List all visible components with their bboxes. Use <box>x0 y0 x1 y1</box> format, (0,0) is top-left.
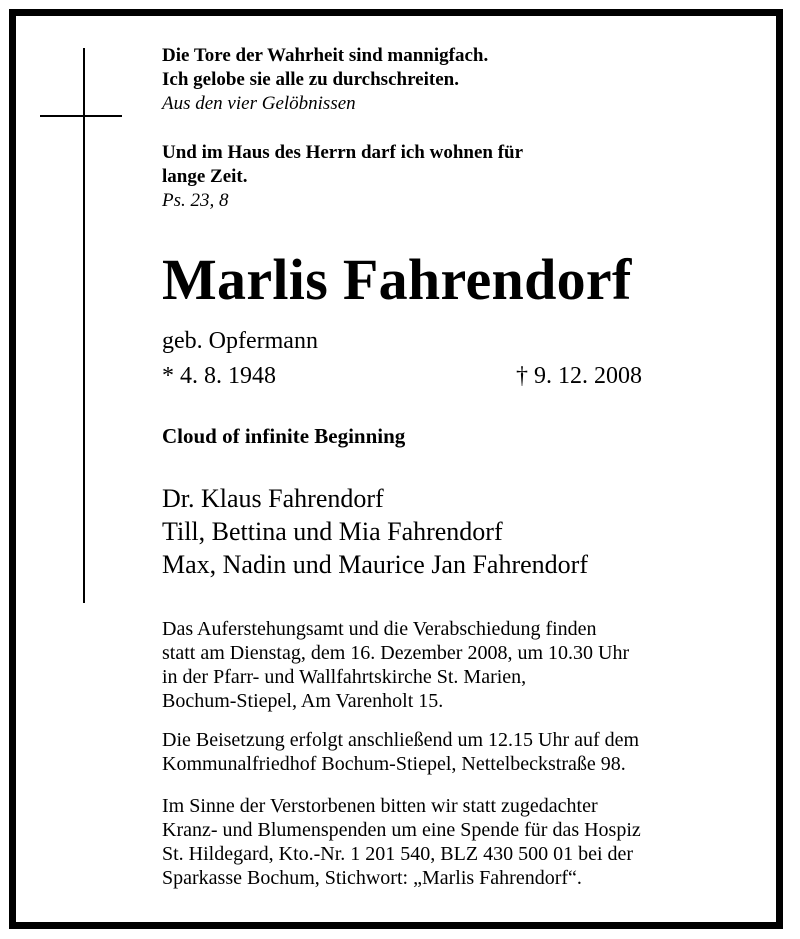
paragraph-line: in der Pfarr- und Wallfahrtskirche St. Marien, <box>162 666 527 688</box>
maiden-name: geb. Opfermann <box>162 328 318 354</box>
mourners-list <box>162 482 588 581</box>
quote-vows-line-1: Die Tore der Wahrheit sind mannigfach. <box>162 45 489 66</box>
paragraph-line: Im Sinne der Verstorbenen bitten wir statt zugedachter <box>162 795 598 817</box>
paragraph-line: Das Auferstehungsamt und die Verabschiedung finden <box>162 618 597 640</box>
cross-vertical-bar <box>83 48 85 603</box>
death-date: † 9. 12. 2008 <box>516 363 642 389</box>
paragraph-line: Kommunalfriedhof Bochum-Stiepel, Nettelbeckstraße 98. <box>162 753 626 775</box>
quote-psalm-source: Ps. 23, 8 <box>162 190 229 211</box>
paragraph-line: Sparkasse Bochum, Stichwort: „Marlis Fahrendorf“. <box>162 867 582 889</box>
burial-info-paragraph <box>162 728 639 776</box>
quote-vows-source: Aus den vier Gelöbnissen <box>162 93 356 114</box>
cross-horizontal-bar <box>40 115 122 117</box>
paragraph-line: Kranz- und Blumenspenden um eine Spende für das Hospiz <box>162 819 641 841</box>
paragraph-line: St. Hildegard, Kto.-Nr. 1 201 540, BLZ 430 500 01 bei der <box>162 843 634 865</box>
quote-vows-line-2: Ich gelobe sie alle zu durchschreiten. <box>162 69 459 90</box>
quote-psalm <box>162 141 523 213</box>
paragraph-line: statt am Dienstag, dem 16. Dezember 2008, um 10.30 Uhr <box>162 642 630 664</box>
life-dates <box>162 361 682 391</box>
mourner-line: Till, Bettina und Mia Fahrendorf <box>162 517 503 546</box>
paragraph-line: Bochum-Stiepel, Am Varenholt 15. <box>162 690 444 712</box>
paragraph-line: Die Beisetzung erfolgt anschließend um 12.15 Uhr auf dem <box>162 729 640 751</box>
motto: Cloud of infinite Beginning <box>162 424 406 448</box>
service-info-paragraph <box>162 617 629 713</box>
donation-info-paragraph <box>162 794 641 890</box>
birth-date: * 4. 8. 1948 <box>162 363 276 389</box>
quote-psalm-line-2: lange Zeit. <box>162 166 248 187</box>
quote-vows <box>162 44 488 116</box>
deceased-name: Marlis Fahrendorf <box>162 247 632 312</box>
mourner-line: Dr. Klaus Fahrendorf <box>162 484 384 513</box>
quote-psalm-line-1: Und im Haus des Herrn darf ich wohnen für <box>162 142 524 163</box>
mourner-line: Max, Nadin und Maurice Jan Fahrendorf <box>162 550 588 579</box>
